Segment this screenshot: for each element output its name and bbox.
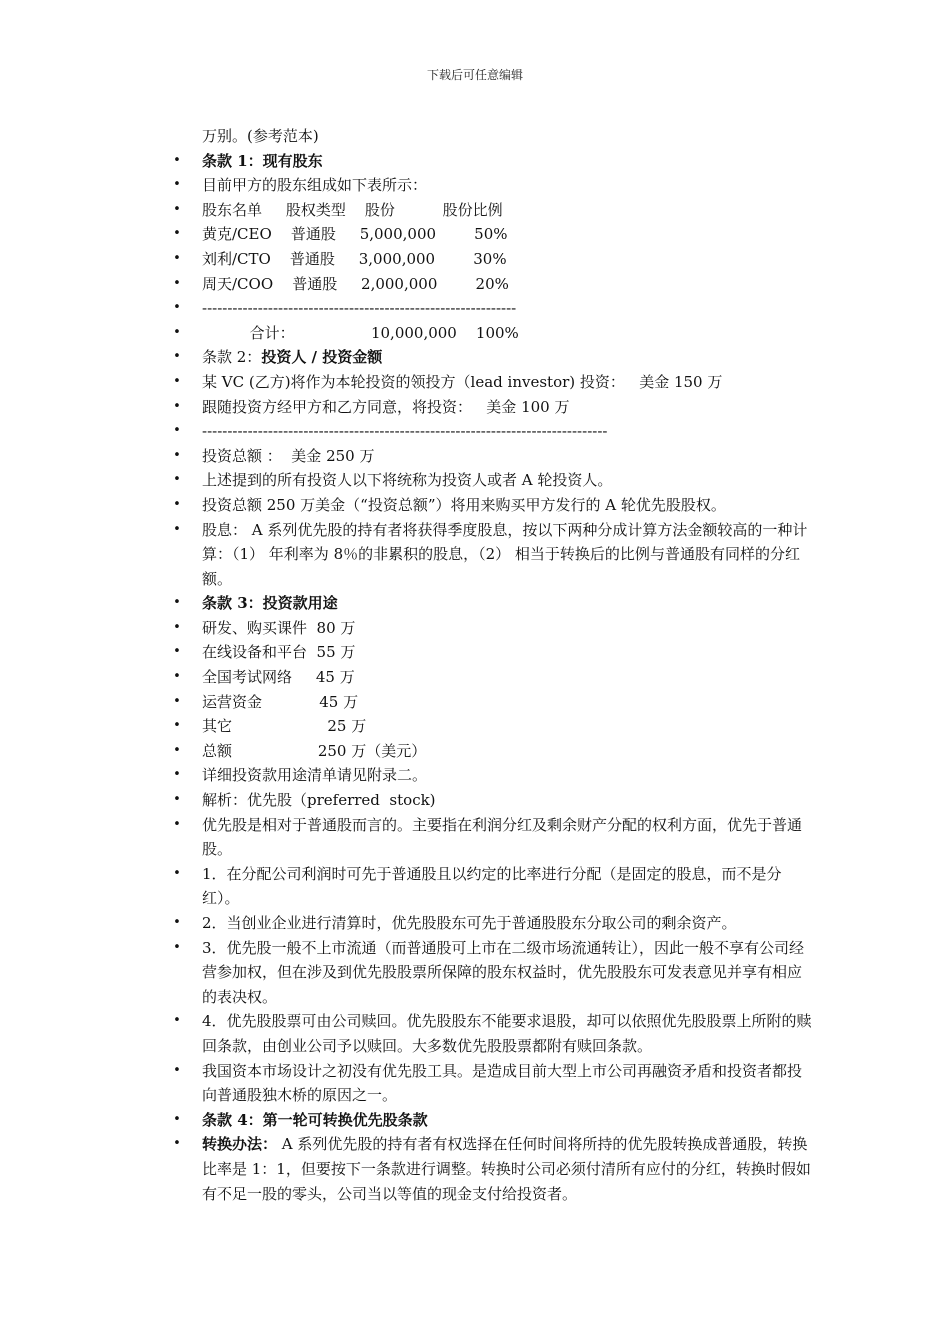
bullet-icon: •: [173, 472, 181, 488]
list-item-text: 总额 250 万（美元）: [202, 741, 427, 760]
list-item-text: 股东名单 股权类型 股份 股份比例: [202, 200, 503, 219]
list-item: [172, 444, 812, 469]
bullet-icon: •: [173, 275, 181, 291]
bullet-icon: •: [173, 693, 181, 709]
list-item-text: 2．当创业企业进行清算时，优先股股东可先于普通股股东分取公司的剩余资产。: [202, 914, 737, 932]
list-item-text: 3．优先股一般不上市流通（而普通股可上市在二级市场流通转让），因此一般不享有公司经营参加权，但在涉及到优先股股票所保障的股东权益时，优先股股东可发表意见并享有相应的表决权。: [202, 938, 805, 1006]
bullet-icon: •: [173, 324, 181, 340]
bullet-icon: •: [173, 939, 181, 955]
list-item-text: 某 VC (乙方)将作为本轮投资的领投方（lead investor) 投资： 美金 150 万: [202, 372, 723, 391]
bullet-icon: •: [173, 152, 181, 168]
bullet-icon: •: [173, 595, 181, 611]
list-item: [172, 198, 812, 223]
list-item-text: 黄克/CEO 普通股 5,000,000 50%: [202, 225, 508, 244]
list-item-text: 其它 25 万: [202, 717, 367, 736]
list-item: [172, 665, 812, 690]
list-item: [172, 788, 812, 813]
list-item: [172, 419, 812, 444]
list-item: [172, 272, 812, 297]
list-item: [172, 296, 812, 321]
bullet-icon: •: [173, 619, 181, 635]
list-item: [172, 640, 812, 665]
list-item-text: 1．在分配公司利润时可先于普通股且以约定的比率进行分配（是固定的股息，而不是分红）。: [202, 864, 782, 908]
list-item: [172, 911, 812, 936]
list-item: [172, 936, 812, 1010]
list-item-text: --------------------------------------------------------------------------------: [202, 422, 608, 441]
list-item-text: 刘利/CTO 普通股 3,000,000 30%: [202, 249, 507, 268]
list-item-prefix: 转换办法：: [202, 1135, 278, 1154]
list-item-text: --------------------------------------------------------------: [202, 299, 517, 318]
list-item: [172, 862, 812, 911]
list-item-prefix: 条款 2：: [202, 348, 262, 367]
list-item-text: 在线设备和平台 55 万: [202, 643, 356, 662]
bullet-icon: •: [173, 742, 181, 758]
page-header: 下载后可任意编辑: [426, 68, 523, 82]
bullet-icon: •: [173, 300, 181, 316]
bullet-icon: •: [173, 447, 181, 463]
bullet-icon: •: [173, 1111, 181, 1127]
bullet-icon: •: [173, 792, 181, 808]
bullet-icon: •: [173, 718, 181, 734]
list-item: [172, 1059, 812, 1108]
list-item-text: 详细投资款用途清单请见附录二。: [202, 766, 428, 785]
list-item: [172, 173, 812, 198]
bullet-icon: •: [173, 201, 181, 217]
document-body: [172, 124, 812, 1206]
bullet-icon: •: [173, 226, 181, 242]
bullet-icon: •: [173, 496, 181, 512]
bullet-icon: •: [173, 644, 181, 660]
list-item: [172, 321, 812, 346]
list-item: [172, 370, 812, 395]
list-item: [172, 518, 812, 592]
list-item-text: 解析：优先股（preferred stock): [202, 791, 436, 810]
list-item-text: 上述提到的所有投资人以下将统称为投资人或者 A 轮投资人。: [202, 471, 613, 490]
list-item: [172, 690, 812, 715]
list-item: [172, 1132, 812, 1206]
list-item-text: 周天/COO 普通股 2,000,000 20%: [202, 274, 509, 293]
list-item: [172, 493, 812, 518]
list-item-text: 股息： A 系列优先股的持有者将获得季度股息，按以下两种分成计算方法金额较高的一种计算：（1） 年利率为 8％的非累积的股息，（2） 相当于转换后的比例与普通股有同样的分红额。: [202, 520, 808, 588]
list-item-text: 合计： 10,000,000 100%: [202, 323, 519, 342]
list-item-text: 万别。(参考范本): [202, 127, 319, 145]
bullet-icon: •: [173, 1062, 181, 1078]
list-item-text: 优先股是相对于普通股而言的。主要指在利润分红及剩余财产分配的权利方面，优先于普通股。: [202, 815, 803, 859]
list-item: [172, 395, 812, 420]
list-item: [172, 468, 812, 493]
bullet-icon: •: [173, 423, 181, 439]
list-item-text: 跟随投资方经甲方和乙方同意，将投资： 美金 100 万: [202, 397, 570, 416]
list-item-text: 我国资本市场设计之初没有优先股工具。是造成目前大型上市公司再融资矛盾和投资者都投向普通股独木桥的原因之一。: [202, 1061, 803, 1105]
list-item: [172, 591, 812, 616]
bullet-icon: •: [173, 349, 181, 365]
list-item: [172, 714, 812, 739]
bullet-icon: •: [173, 373, 181, 389]
list-item-text: 投资总额 250 万美金（“投资总额”）将用来购买甲方发行的 A 轮优先股股权。: [202, 495, 726, 514]
list-item: [172, 739, 812, 764]
list-item: [172, 1009, 812, 1058]
list-item-text: 投资人 / 投资金额: [261, 348, 383, 367]
bullet-icon: •: [173, 521, 181, 537]
list-item: [172, 813, 812, 862]
list-item-text: 研发、购买课件 80 万: [202, 618, 356, 637]
bullet-icon: •: [173, 1013, 181, 1029]
list-item-text: 条款 1：现有股东: [202, 151, 323, 170]
bullet-icon: •: [173, 865, 181, 881]
list-item-text: 条款 3：投资款用途: [202, 594, 338, 613]
list-item: [172, 616, 812, 641]
list-item-text: 4．优先股股票可由公司赎回。优先股股东不能要求退股，却可以依照优先股股票上所附的赎回条款，由创业公司予以赎回。大多数优先股股票都附有赎回条款。: [202, 1012, 812, 1055]
list-item-text: 全国考试网络 45 万: [202, 668, 355, 687]
bullet-icon: •: [173, 669, 181, 685]
list-item-text: 运营资金 45 万: [202, 692, 359, 711]
bullet-icon: •: [173, 816, 181, 832]
bullet-icon: •: [173, 177, 181, 193]
bullet-icon: •: [173, 1136, 181, 1152]
list-item: [172, 345, 812, 370]
list-item: [172, 1108, 812, 1133]
list-item-text: 目前甲方的股东组成如下表所示：: [202, 176, 428, 195]
list-item: [172, 149, 812, 174]
list-item-text: 投资总额 ： 美金 250 万: [202, 446, 375, 465]
bullet-icon: •: [173, 767, 181, 783]
list-item: [172, 222, 812, 247]
list-item: [172, 124, 812, 149]
list-item: [172, 247, 812, 272]
list-item-text: A 系列优先股的持有者有权选择在任何时间将所持的优先股转换成普通股，转换比率是 1：1，但要按下一条款进行调整。转换时公司必须付清所有应付的分红，转换时假如有不足一股的零头，公司当以等值的现金支付给投资者。: [202, 1135, 811, 1203]
bullet-icon: •: [173, 915, 181, 930]
list-item-text: 条款 4：第一轮可转换优先股条款: [202, 1110, 428, 1129]
bullet-icon: •: [173, 250, 181, 266]
list-item: [172, 763, 812, 788]
bullet-icon: •: [173, 398, 181, 414]
